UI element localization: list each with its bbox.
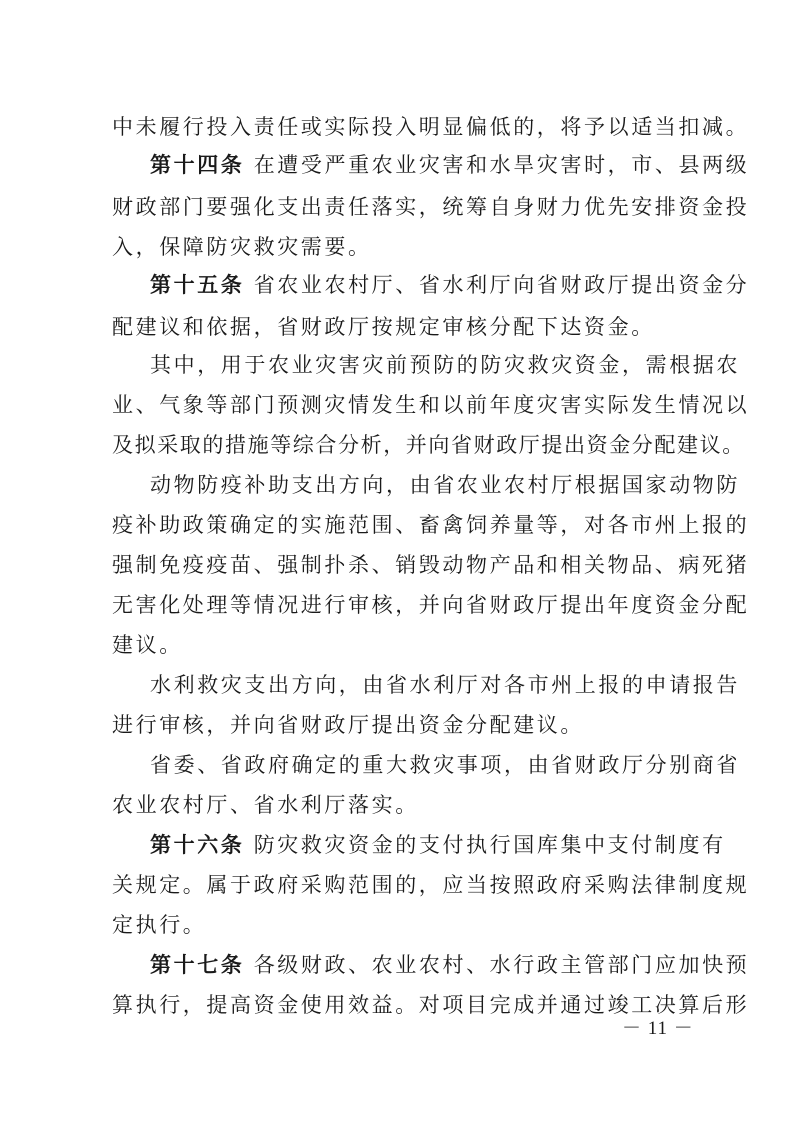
article-heading: 第十七条 bbox=[150, 952, 245, 977]
text-line: 配建议和依据，省财政厅按规定审核分配下达资金。 bbox=[112, 315, 655, 339]
text-line: 定执行。 bbox=[112, 913, 207, 937]
text-line: 中未履行投入责任或实际投入明显偏低的，将予以适当扣减。 bbox=[112, 115, 750, 139]
article-17-line: 第十七条 各级财政、农业农村、水行政主管部门应加快预 bbox=[150, 952, 750, 977]
article-heading: 第十四条 bbox=[150, 152, 245, 177]
article-16-line: 第十六条 防灾救灾资金的支付执行国库集中支付制度有 bbox=[150, 832, 726, 857]
page-number: － 11 － bbox=[622, 1018, 694, 1039]
text-line: 强制免疫疫苗、强制扑杀、销毁动物产品和相关物品、病死猪 bbox=[112, 553, 750, 577]
text-line: 财政部门要强化支出责任落实，统筹自身财力优先安排资金投 bbox=[112, 195, 750, 219]
text-line: 算执行，提高资金使用效益。对项目完成并通过竣工决算后形 bbox=[112, 993, 750, 1017]
article-heading: 第十六条 bbox=[150, 832, 245, 857]
article-heading: 第十五条 bbox=[150, 272, 245, 297]
text-line: 关规定。属于政府采购范围的，应当按照政府采购法律制度规 bbox=[112, 873, 750, 897]
text-line: 农业农村厅、省水利厅落实。 bbox=[112, 793, 419, 817]
article-15-line: 第十五条 省农业农村厅、省水利厅向省财政厅提出资金分 bbox=[150, 272, 750, 297]
text-line: 疫补助政策确定的实施范围、畜禽饲养量等，对各市州上报的 bbox=[112, 513, 750, 537]
article-14-line: 第十四条 在遭受严重农业灾害和水旱灾害时，市、县两级 bbox=[150, 152, 750, 177]
text-line: 动物防疫补助支出方向，由省农业农村厅根据国家动物防 bbox=[150, 473, 740, 497]
text-line: 入，保障防灾救灾需要。 bbox=[112, 235, 372, 259]
text-line: 业、气象等部门预测灾情发生和以前年度灾害实际发生情况以 bbox=[112, 393, 750, 417]
text-line: 及拟采取的措施等综合分析，并向省财政厅提出资金分配建议。 bbox=[112, 433, 745, 457]
text-line: 其中，用于农业灾害灾前预防的防灾救灾资金，需根据农 bbox=[150, 353, 740, 377]
text-line: 建议。 bbox=[112, 633, 183, 657]
text-line: 省委、省政府确定的重大救灾事项，由省财政厅分别商省 bbox=[150, 753, 740, 777]
text-line: 无害化处理等情况进行审核，并向省财政厅提出年度资金分配 bbox=[112, 593, 750, 617]
text-line: 水利救灾支出方向，由省水利厅对各市州上报的申请报告 bbox=[150, 673, 740, 697]
text-line: 进行审核，并向省财政厅提出资金分配建议。 bbox=[112, 713, 584, 737]
